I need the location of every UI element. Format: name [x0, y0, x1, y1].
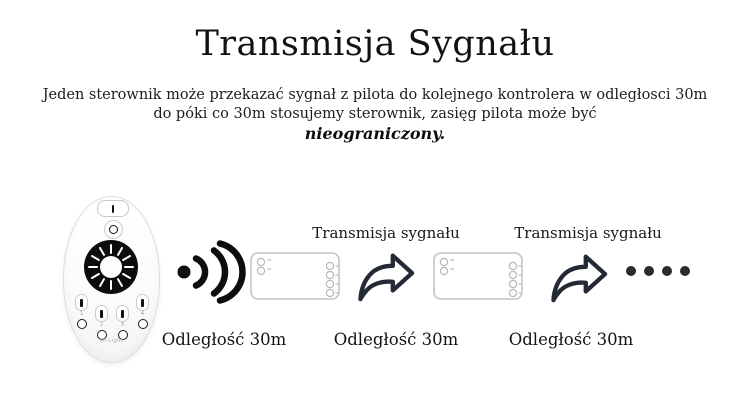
distance-label-1: Odległość 30m — [161, 330, 287, 349]
remote-zone-3-buttons — [115, 305, 130, 340]
zone-number: 3 — [120, 322, 125, 328]
zone-off-o-icon — [138, 319, 148, 329]
zone-on-i-icon — [141, 299, 144, 307]
power-off-o-icon — [109, 225, 118, 234]
page-title: Transmisja Sygnału — [195, 24, 555, 64]
zone-off-o-icon — [77, 319, 87, 329]
remote-brand-label: Mi·Light — [99, 338, 124, 344]
zone-number: 1 — [79, 311, 84, 317]
transmission-arrow-icon-1 — [356, 248, 418, 302]
transmission-arrow-icon-2 — [549, 249, 611, 303]
continuation-dots-icon — [626, 266, 690, 276]
remote-zone-4-buttons — [135, 294, 150, 329]
distance-label-3: Odległość 30m — [508, 330, 634, 349]
zone-number: 2 — [99, 322, 104, 328]
remote-power-off-button — [104, 220, 123, 239]
zone-on-i-icon — [121, 310, 124, 318]
zone-on-i-icon — [80, 299, 83, 307]
transmission-label-1: Transmisja sygnału — [312, 224, 460, 242]
zone-number: 4 — [140, 311, 145, 317]
signal-waves-icon — [176, 239, 250, 305]
dot — [644, 266, 654, 276]
distance-label-2: Odległość 30m — [333, 330, 459, 349]
remote-zone-2-buttons — [94, 305, 109, 340]
dot — [680, 266, 690, 276]
subtitle-line-3: nieograniczony. — [304, 124, 446, 143]
controller-box-1 — [250, 252, 340, 300]
remote-control — [63, 196, 160, 363]
subtitle-line-2: do póki co 30m stosujemy sterownik, zasięg pilota może być — [153, 106, 597, 122]
remote-zone-1-buttons — [74, 294, 89, 329]
controller-box-2 — [433, 252, 523, 300]
remote-power-on-button — [97, 200, 129, 217]
dot — [626, 266, 636, 276]
dot — [662, 266, 672, 276]
remote-color-wheel-dial — [83, 239, 139, 295]
transmission-label-2: Transmisja sygnału — [514, 224, 662, 242]
power-on-i-icon — [112, 205, 115, 213]
subtitle-line-1: Jeden sterownik może przekazać sygnał z pilota do kolejnego kontrolera w odległosci 30m — [42, 87, 708, 103]
zone-on-i-icon — [100, 310, 103, 318]
